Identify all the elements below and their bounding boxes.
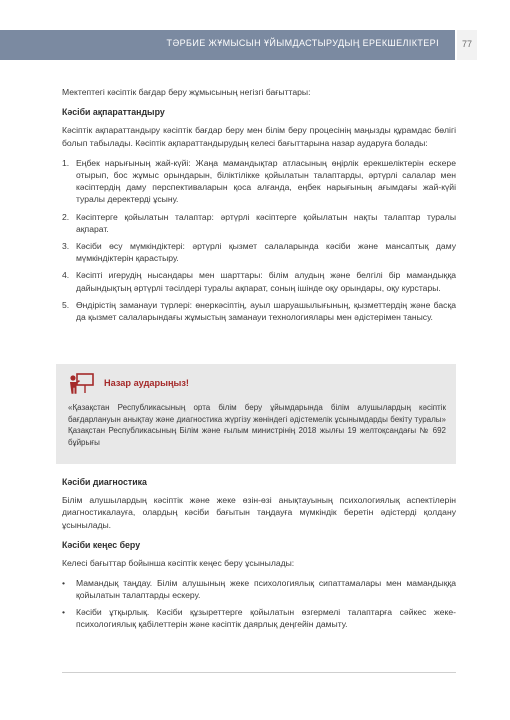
intro-paragraph: Мектептегі кәсіптік бағдар беру жұмысының негізгі бағыттары: (62, 87, 311, 97)
list-item (62, 240, 456, 264)
list-item-text: Кәсіптерге қойылатын талаптар: әртүрлі кәсіптерге қойылатын нақты талаптар туралы ақпарат. (76, 211, 456, 234)
list-number: 3. (62, 241, 70, 252)
list-item (62, 577, 456, 601)
bullet-icon: • (62, 606, 66, 617)
list-item (62, 211, 456, 235)
numbered-list (62, 157, 456, 323)
section-heading-career-information: Кәсіби ақпараттандыру (62, 107, 165, 118)
list-item-text: Мамандық таңдау. Білім алушының жеке психологиялық сипаттамалары мен мамандыққа қойылатын талаптарды ескеру. (76, 578, 456, 601)
attention-note-box (56, 364, 456, 464)
list-item (62, 606, 456, 630)
main-content-bottom (62, 476, 456, 634)
header-bar (0, 30, 455, 60)
section-paragraph-career-information: Кәсіптік ақпараттандыру кәсіптік бағдар беру мен білім беру процесінің маңызды құрамдас бөлігі болып табылады. Кәсіптік ақпараттандырудың келесі бағыттарына назар аударуға болады: (62, 125, 456, 148)
note-text: «Қазақстан Республикасының орта білім беру ұйымдарында білім алушылардың кәсіптік бағдарлануын анықтау және диагностика жүргізу жөніндегі әдістемелік ұсынымдарды бекіту туралы» Қазақстан Республикасының Білім және ғылым министрінің 2018 жылғы 19 желтоқсандағы № 692 бұйрығы (68, 403, 446, 447)
section-heading-career-counseling: Кәсіби кеңес беру (62, 539, 141, 550)
footer-divider (62, 672, 456, 673)
list-item-text: Кәсіби ұтқырлық. Кәсіби құзыреттерге қойылатын өзгермелі талаптарға сәйкес жеке-психологиялық қабілеттерін және кәсіптік даярлық деңгейін дамыту. (76, 606, 456, 629)
bulleted-list (62, 577, 456, 630)
running-header-title: ТӘРБИЕ ЖҰМЫСЫН ҰЙЫМДАСТЫРУДЫҢ ЕРЕКШЕЛІКТЕРІ (166, 38, 439, 48)
list-item (62, 299, 456, 323)
list-number: 4. (62, 270, 70, 281)
page-number-box (456, 30, 477, 60)
note-title: Назар аударыңыз! (104, 378, 189, 388)
list-number: 2. (62, 211, 70, 222)
list-item-text: Кәсіби өсу мүмкіндіктері: әртүрлі қызмет салаларында кәсіби және мансаптық даму мүмкіндіктерін қарастыру. (76, 241, 456, 264)
page-number: 77 (461, 39, 472, 49)
list-item-text: Өндірістің заманауи түрлері: өнеркәсіптің, ауыл шаруашылығының, қызметтердің және басқа да қызмет салаларындағы жұмыстың заманауи технологиялары мен әдістерімен танысу. (76, 299, 456, 323)
list-item-text: Кәсіпті игерудің нысандары мен шарттары: білім алудың және белгілі бір мамандыққа дайындықтың әртүрлі тәсілдері туралы ақпарат, соның ішінде оқу орындары, оқу курстары. (76, 270, 456, 293)
section-heading-career-diagnostics: Кәсіби диагностика (62, 477, 147, 487)
section-paragraph-career-diagnostics: Білім алушылардың кәсіптік және жеке өзін-өзі анықтауының психологиялық аспектілерін диагностикалауға, олардың кәсіби бағытын таңдауға мүмкіндік беретін әдістерді қолдану ұсынылады. (62, 495, 456, 530)
main-content-top (62, 86, 456, 328)
bullet-icon: • (62, 578, 66, 589)
list-number: 5. (62, 299, 70, 310)
list-item-text: Еңбек нарығының жай-күйі: Жаңа мамандықтар атласының өңірлік ерекшеліктерін ескере отырып, бос жұмыс орындарын, біліктілікке қойылатын талаптарды, әртүрлі салалар мен кәсіптердің даму перспективаларын қоса алғанда, еңбек нарығының ағымдағы жай-күйі туралы деректерді ұсыну. (76, 157, 456, 205)
list-number: 1. (62, 157, 70, 168)
section-paragraph-career-counseling: Келесі бағыттар бойынша кәсіптік кеңес беру ұсынылады: (62, 558, 295, 569)
list-item (62, 157, 456, 206)
presenter-at-board-icon (68, 373, 94, 395)
list-item (62, 269, 456, 293)
